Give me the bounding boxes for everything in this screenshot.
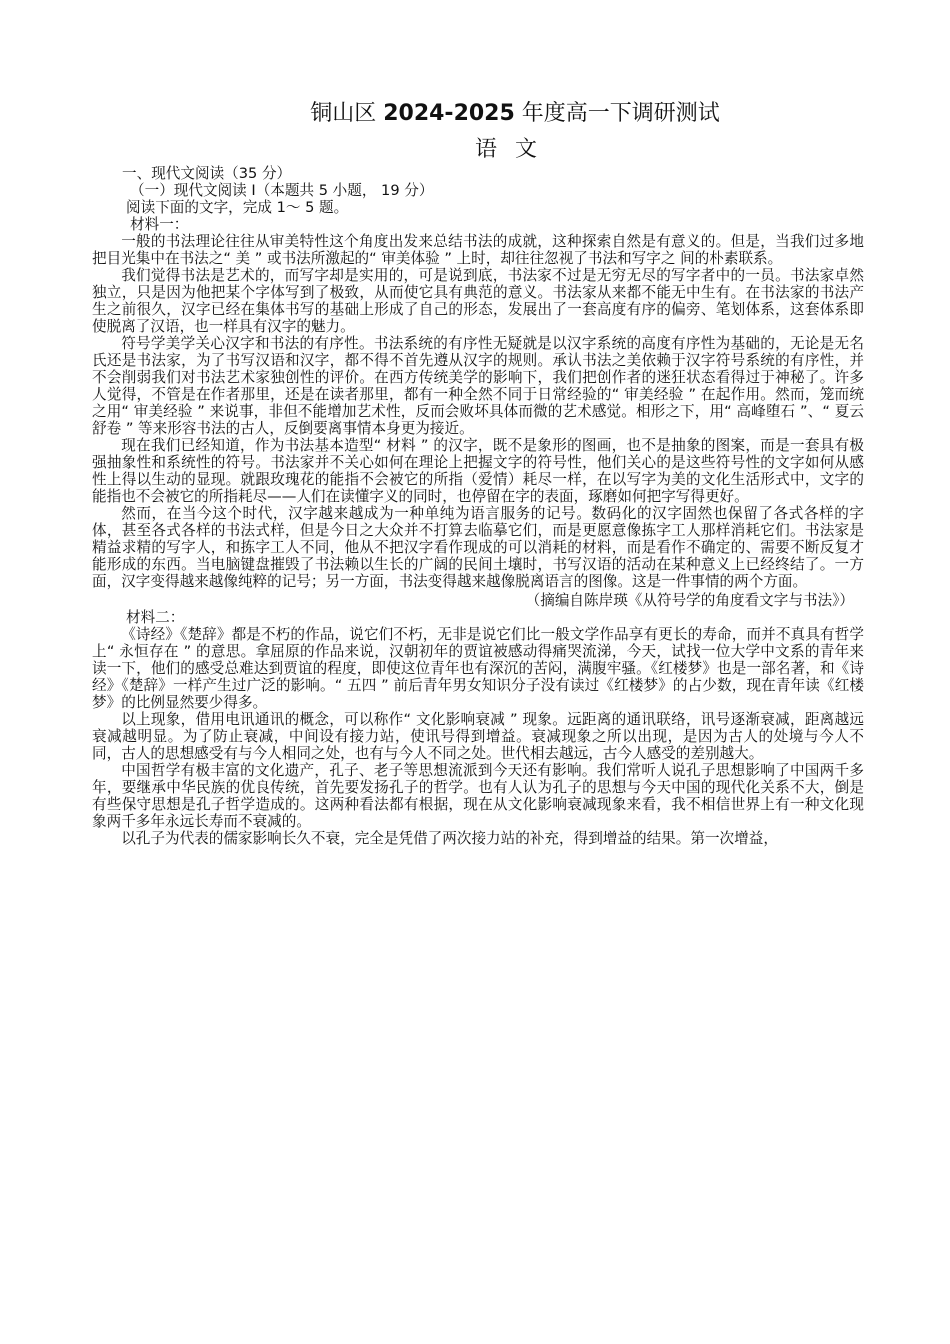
section-heading: 一、现代文阅读（35 分） xyxy=(122,165,292,182)
material2-paragraph: 《诗经》《楚辞》都是不朽的作品，说它们不朽，无非是说它们比一般文学作品享有更长的寿命，而并不真具有哲学上“ 永恒存在 ” 的意思。拿屈原的作品来说，汉朝初年的贾谊被感动得痛哭流涕，今天，试找一位大学中文系的青年来读一下，他们的感受总难达到贾谊的程度，即使这位青年也有深沉的苦闷，满腹牢骚。《红楼梦》也是一部名著，和《诗经》《楚辞》一样产生过广泛的影响。“ 五四 ” 前后青年男女知识分子没有读过《红楼梦》的占少数，现在青年读《红楼梦》的比例显然要少得多。 xyxy=(92,626,864,711)
material1-paragraph: 然而，在当今这个时代，汉字越来越成为一种单纯为语言服务的记号。数码化的汉字固然也保留了各式各样的字体，甚至各式各样的书法式样，但是今日之大众并不打算去临摹它们，而是更愿意像拣字工人那样消耗它们。书法家是精益求精的写字人，和拣字工人不同，他从不把汉字看作现成的可以消耗的材料，而是看作不确定的、需要不断反复才能形成的东西。当电脑键盘摧毁了书法赖以生长的广阔的民间土壤时，书写汉语的活动在某种意义上已经终结了。一方面，汉字变得越来越像纯粹的记号；另一方面，书法变得越来越像脱离语言的图像。这是一件事情的两个方面。 xyxy=(92,505,864,590)
subject-title: 语文 xyxy=(474,137,555,162)
material1-paragraph: 我们觉得书法是艺术的，而写字却是实用的，可是说到底，书法家不过是无穷无尽的写字者中的一员。书法家卓然独立，只是因为他把某个字体写到了极致，从而使它具有典范的意义。书法家从来都不能无中生有。在书法家的书法产生之前很久，汉字已经在集体书写的基础上形成了自己的形态，发展出了一套高度有序的偏旁、笔划体系，这套体系即使脱离了汉语，也一样具有汉字的魅力。 xyxy=(92,267,864,335)
material1-paragraph: 现在我们已经知道，作为书法基本造型“ 材料 ” 的汉字，既不是象形的图画，也不是抽象的图案，而是一套具有极强抽象性和系统性的符号。书法家并不关心如何在理论上把握文字的符号性，他们关心的是这些符号性的文字如何从感性上得以生动的显现。就跟玫瑰花的能指不会被它的所指（爱情）耗尽一样，在以写字为美的文化生活形式中，文字的能指也不会被它的所指耗尽——人们在读懂字义的同时，也停留在字的表面，琢磨如何把字写得更好。 xyxy=(92,437,864,505)
page-title xyxy=(0,98,950,130)
title-suffix: 年度高一下调研测试 xyxy=(514,101,720,126)
material2-paragraph: 中国哲学有极丰富的文化遗产，孔子、老子等思想流派到今天还有影响。我们常听人说孔子思想影响了中国两千多年，要继承中华民族的优良传统，首先要发扬孔子的哲学。也有人认为孔子的思想与今天中国的现代化关系不大，倒是有些保守思想是孔子哲学造成的。这两种看法都有根据，现在从文化影响衰减现象来看，我不相信世界上有一种文化现象两千多年永远长寿而不衰减的。 xyxy=(92,762,864,830)
material1-label: 材料一： xyxy=(130,216,189,233)
subsection-heading: （一）现代文阅读 I（本题共 5 小题， 19 分） xyxy=(130,182,434,199)
material1-paragraph: 符号学美学关心汉字和书法的有序性。书法系统的有序性无疑就是以汉字系统的高度有序性为基础的，无论是无名氏还是书法家，为了书写汉语和汉字，都不得不首先遵从汉字的规则。承认书法之美依赖于汉字符号系统的有序性，并不会削弱我们对书法艺术家独创性的评价。在西方传统美学的影响下，我们把创作者的迷狂状态看得过于神秘了。许多人觉得，不管是在作者那里，还是在读者那里，都有一种全然不同于日常经验的“ 审美经验 ” 在起作用。然而，笼而统之用“ 审美经验 ” 来说事，非但不能增加艺术性，反而会败坏具体而微的艺术感觉。相形之下，用“ 高峰堕石 ”、“ 夏云舒卷 ” 等来形容书法的古人，反倒要离事情本身更为接近。 xyxy=(92,335,864,437)
material2-paragraph: 以上现象，借用电讯通讯的概念，可以称作“ 文化影响衰减 ” 现象。远距离的通讯联络，讯号逐渐衰减，距离越远衰减越明显。为了防止衰减，中间设有接力站，使讯号得到增益。衰减现象之所以出现，是因为古人的处境与今人不同，古人的思想感受有与今人相同之处，也有与今人不同之处。世代相去越远，古今人感受的差别越大。 xyxy=(92,711,864,762)
title-year: 2024-2025 xyxy=(383,101,515,126)
instruction-text: 阅读下面的文字，完成 1～ 5 题。 xyxy=(126,199,349,216)
title-prefix: 铜山区 xyxy=(310,101,384,126)
material1-paragraph: 一般的书法理论往往从审美特性这个角度出发来总结书法的成就，这种探索自然是有意义的。但是，当我们过多地把目光集中在书法之“ 美 ” 或书法所激起的“ 审美体验 ” 上时，却往往忽视了书法和写字之 间的朴素联系。 xyxy=(92,233,864,267)
material2-label: 材料二： xyxy=(126,609,185,626)
exam-body xyxy=(92,165,864,847)
material2-paragraph: 以孔子为代表的儒家影响长久不衰，完全是凭借了两次接力站的补充，得到增益的结果。第一次增益， xyxy=(121,830,778,847)
material1-source: （摘编自陈岸瑛《从符号学的角度看文字与书法》） xyxy=(525,592,854,609)
